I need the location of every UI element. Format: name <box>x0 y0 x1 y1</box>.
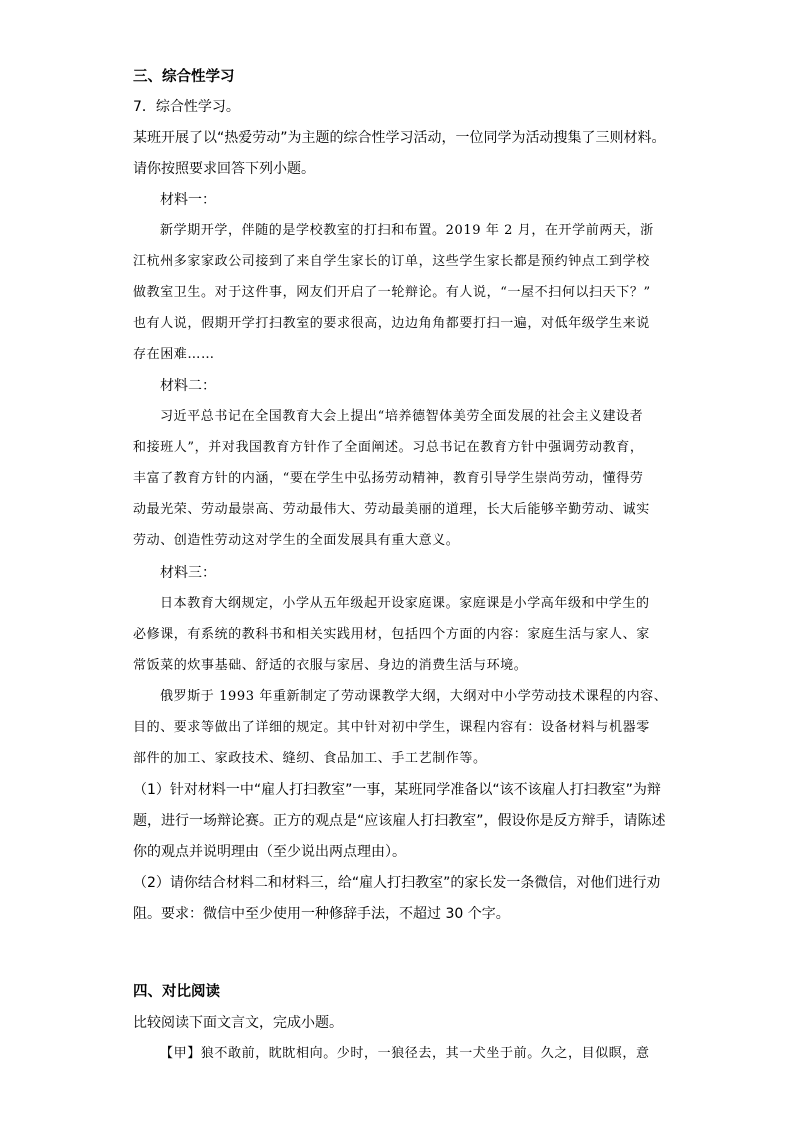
intro-line: 请你按照要求回答下列小题。 <box>133 161 315 177</box>
material-text-line: 和接班人”，并对我国教育方针作了全面阐述。习总书记在教育方针中强调劳动教育， <box>133 440 644 455</box>
material-text-line: 存在困难…… <box>133 347 215 362</box>
material-text-line: 部件的加工、家政技术、缝纫、食品加工、手工艺制作等。 <box>133 751 487 766</box>
material-text-line: 俄罗斯于 1993 年重新制定了劳动课教学大纲，大纲对中小学劳动技术课程的内容、 <box>160 689 668 704</box>
material-text-line: 新学期开学，伴随的是学校教室的打扫和布置。2019 年 2 月，在开学前两天，浙 <box>160 223 654 238</box>
material-text-line: 日本教育大纲规定，小学从五年级起开设家庭课。家庭课是小学高年级和中学生的 <box>160 596 650 611</box>
material-text-line: 江杭州多家家政公司接到了来自学生家长的订单，这些学生家长都是预约钟点工到学校 <box>133 254 650 269</box>
subquestion-line: 题，进行一场辩论赛。正方的观点是“应该雇人打扫教室”，假设你是反方辩手，请陈述 <box>133 813 666 829</box>
classical-text-line: 【甲】狼不敢前，眈眈相向。少时，一狼径去，其一犬坐于前。久之，目似瞑，意 <box>160 1046 650 1061</box>
question-title: 7．综合性学习。 <box>133 99 240 115</box>
material-text-line: 习近平总书记在全国教育大会上提出“培养德智体美劳全面发展的社会主义建设者 <box>160 409 644 424</box>
material-text-line: 目的、要求等做出了详细的规定。其中针对初中学生，课程内容有：设备材料与机器零 <box>133 720 650 735</box>
section-intro: 比较阅读下面文言文，完成小题。 <box>133 1015 343 1031</box>
material-text-line: 必修课，有系统的教科书和相关实践用材，包括四个方面的内容：家庭生活与家人、家 <box>133 627 650 642</box>
material-text-line: 丰富了教育方针的内涵，“要在学生中弘扬劳动精神，教育引导学生崇尚劳动，懂得劳 <box>133 471 644 486</box>
subquestion-line: 你的观点并说明理由（至少说出两点理由）。 <box>133 844 406 860</box>
subquestion-line: 阻。要求：微信中至少使用一种修辞手法，不超过 30 个字。 <box>133 906 510 922</box>
section-heading: 三、综合性学习 <box>133 69 235 85</box>
material-text-line: 劳动、创造性劳动这对学生的全面发展具有重大意义。 <box>133 533 460 548</box>
section-heading: 四、对比阅读 <box>133 984 220 1000</box>
material-text-line: 常饭菜的炊事基础、舒适的衣服与家居、身边的消费生活与环境。 <box>133 658 528 673</box>
material-label: 材料三： <box>160 565 216 581</box>
subquestion-line: （1）针对材料一中“雇人打扫教室”一事，某班同学准备以“该不该雇人打扫教室”为辩 <box>133 782 661 798</box>
material-text-line: 做教室卫生。对于这件事，网友们开启了一轮辩论。有人说，“一屋不扫何以扫天下？” <box>133 285 651 300</box>
material-text-line: 也有人说，假期开学打扫教室的要求很高，边边角角都要打扫一遍，对低年级学生来说 <box>133 316 650 331</box>
material-label: 材料二： <box>160 378 216 394</box>
material-label: 材料一： <box>160 192 216 208</box>
intro-line: 某班开展了以“热爱劳动”为主题的综合性学习活动，一位同学为活动搜集了三则材料。 <box>133 130 666 146</box>
material-text-line: 动最光荣、劳动最崇高、劳动最伟大、劳动最美丽的道理，长大后能够辛勤劳动、诚实 <box>133 502 650 517</box>
subquestion-line: （2）请你结合材料二和材料三，给“雇人打扫教室”的家长发一条微信，对他们进行劝 <box>133 875 661 891</box>
